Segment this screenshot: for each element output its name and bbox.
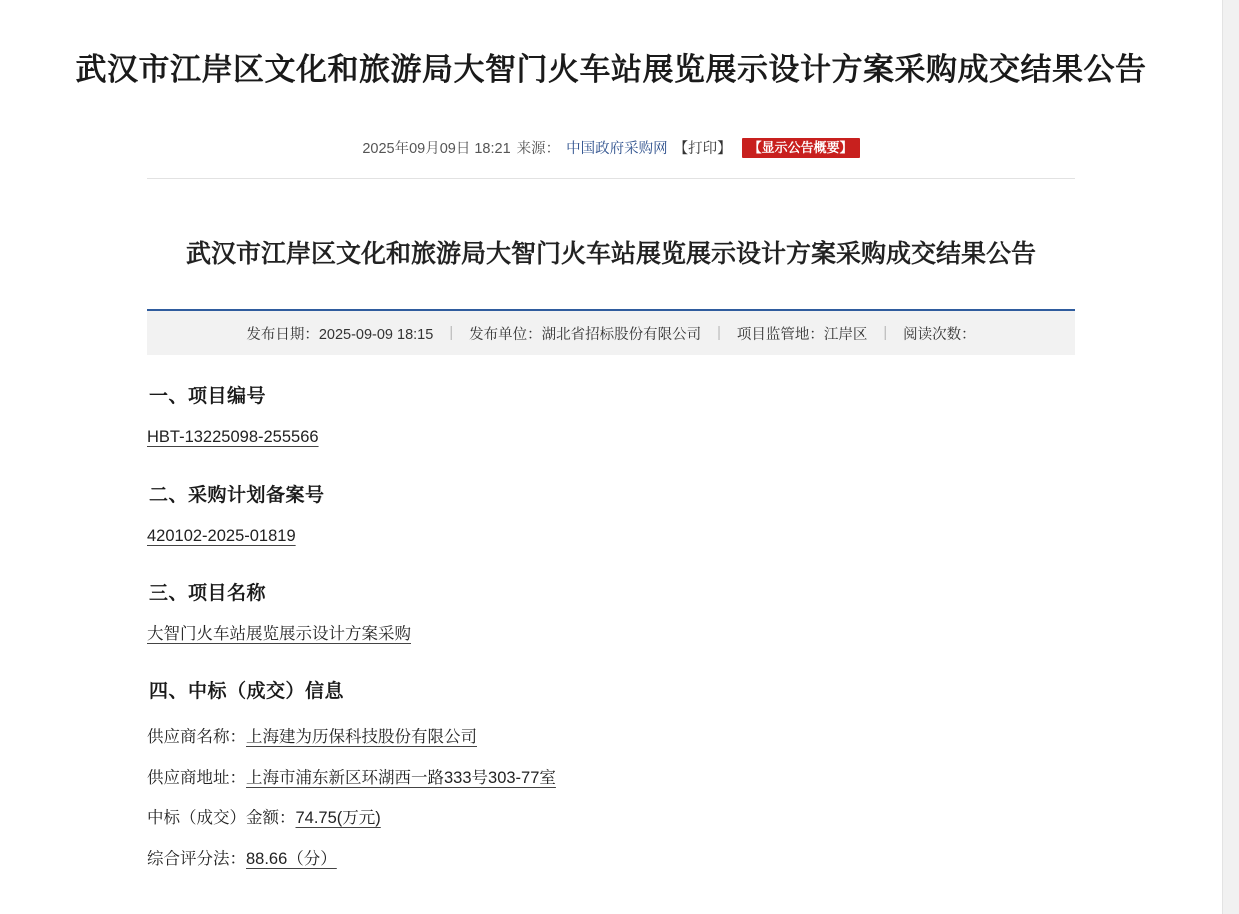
award-amount-row xyxy=(147,798,1075,838)
article-title: 武汉市江岸区文化和旅游局大智门火车站展览展示设计方案采购成交结果公告 xyxy=(185,240,1036,269)
plan-record-number-value: 420102-2025-01819 xyxy=(147,526,296,545)
info-publisher-label: 发布单位： xyxy=(469,326,542,343)
info-publisher-value: 湖北省招标股份有限公司 xyxy=(541,326,702,343)
info-publish-date-label: 发布日期： xyxy=(246,326,319,343)
info-view-count xyxy=(903,323,976,344)
section-plan-record-number xyxy=(147,454,1075,552)
section-heading: 二、采购计划备案号 xyxy=(149,484,325,506)
section-body xyxy=(147,703,1075,879)
score-method-value: 88.66（分） xyxy=(246,849,337,868)
section-project-name xyxy=(147,552,1075,650)
info-view-count-label: 阅读次数： xyxy=(903,326,976,343)
source-label: 来源： xyxy=(516,141,561,158)
award-amount-label: 中标（成交）金额： xyxy=(147,809,296,828)
section-award-info xyxy=(147,650,1075,879)
show-summary-badge[interactable]: 【显示公告概要】 xyxy=(742,138,860,158)
publish-datetime: 2025年09月09日 18:21 xyxy=(362,141,511,158)
supplier-name-value: 上海建为历保科技股份有限公司 xyxy=(246,728,477,747)
print-link[interactable]: 【打印】 xyxy=(673,141,732,158)
section-body xyxy=(147,605,1075,650)
score-method-label: 综合评分法： xyxy=(147,849,246,868)
info-regulator-region-label: 项目监管地： xyxy=(736,326,824,343)
info-separator: | xyxy=(717,325,721,342)
info-publisher xyxy=(469,323,701,344)
section-heading: 四、中标（成交）信息 xyxy=(149,681,345,703)
supplier-name-label: 供应商名称： xyxy=(147,728,246,747)
project-number-value: HBT-13225098-255566 xyxy=(147,428,319,447)
article-info-bar xyxy=(147,311,1075,355)
page-title: 武汉市江岸区文化和旅游局大智门火车站展览展示设计方案采购成交结果公告 xyxy=(75,51,1147,87)
supplier-name-row xyxy=(147,717,1075,757)
section-body xyxy=(147,408,1075,453)
supplier-address-label: 供应商地址： xyxy=(147,768,246,787)
document-content xyxy=(0,21,1222,879)
source-link[interactable]: 中国政府采购网 xyxy=(566,141,668,158)
article xyxy=(147,179,1075,879)
supplier-address-value: 上海市浦东新区环湖西一路333号303-77室 xyxy=(246,768,556,787)
page-scrollbar[interactable] xyxy=(1222,0,1239,914)
project-name-value: 大智门火车站展览展示设计方案采购 xyxy=(147,625,411,644)
section-heading: 三、项目名称 xyxy=(149,583,267,605)
award-amount-value: 74.75(万元) xyxy=(295,809,381,828)
info-separator: | xyxy=(449,325,454,342)
section-body xyxy=(147,507,1075,552)
supplier-address-row xyxy=(147,758,1075,798)
info-regulator-region-value: 江岸区 xyxy=(823,326,868,343)
section-heading: 一、项目编号 xyxy=(149,386,267,408)
info-publish-date xyxy=(246,323,433,344)
info-publish-date-value: 2025-09-09 18:15 xyxy=(318,326,434,343)
score-method-row xyxy=(147,839,1075,879)
section-project-number xyxy=(147,355,1075,453)
info-separator: | xyxy=(883,325,888,342)
info-regulator-region xyxy=(737,323,868,344)
publication-meta xyxy=(0,111,1222,158)
